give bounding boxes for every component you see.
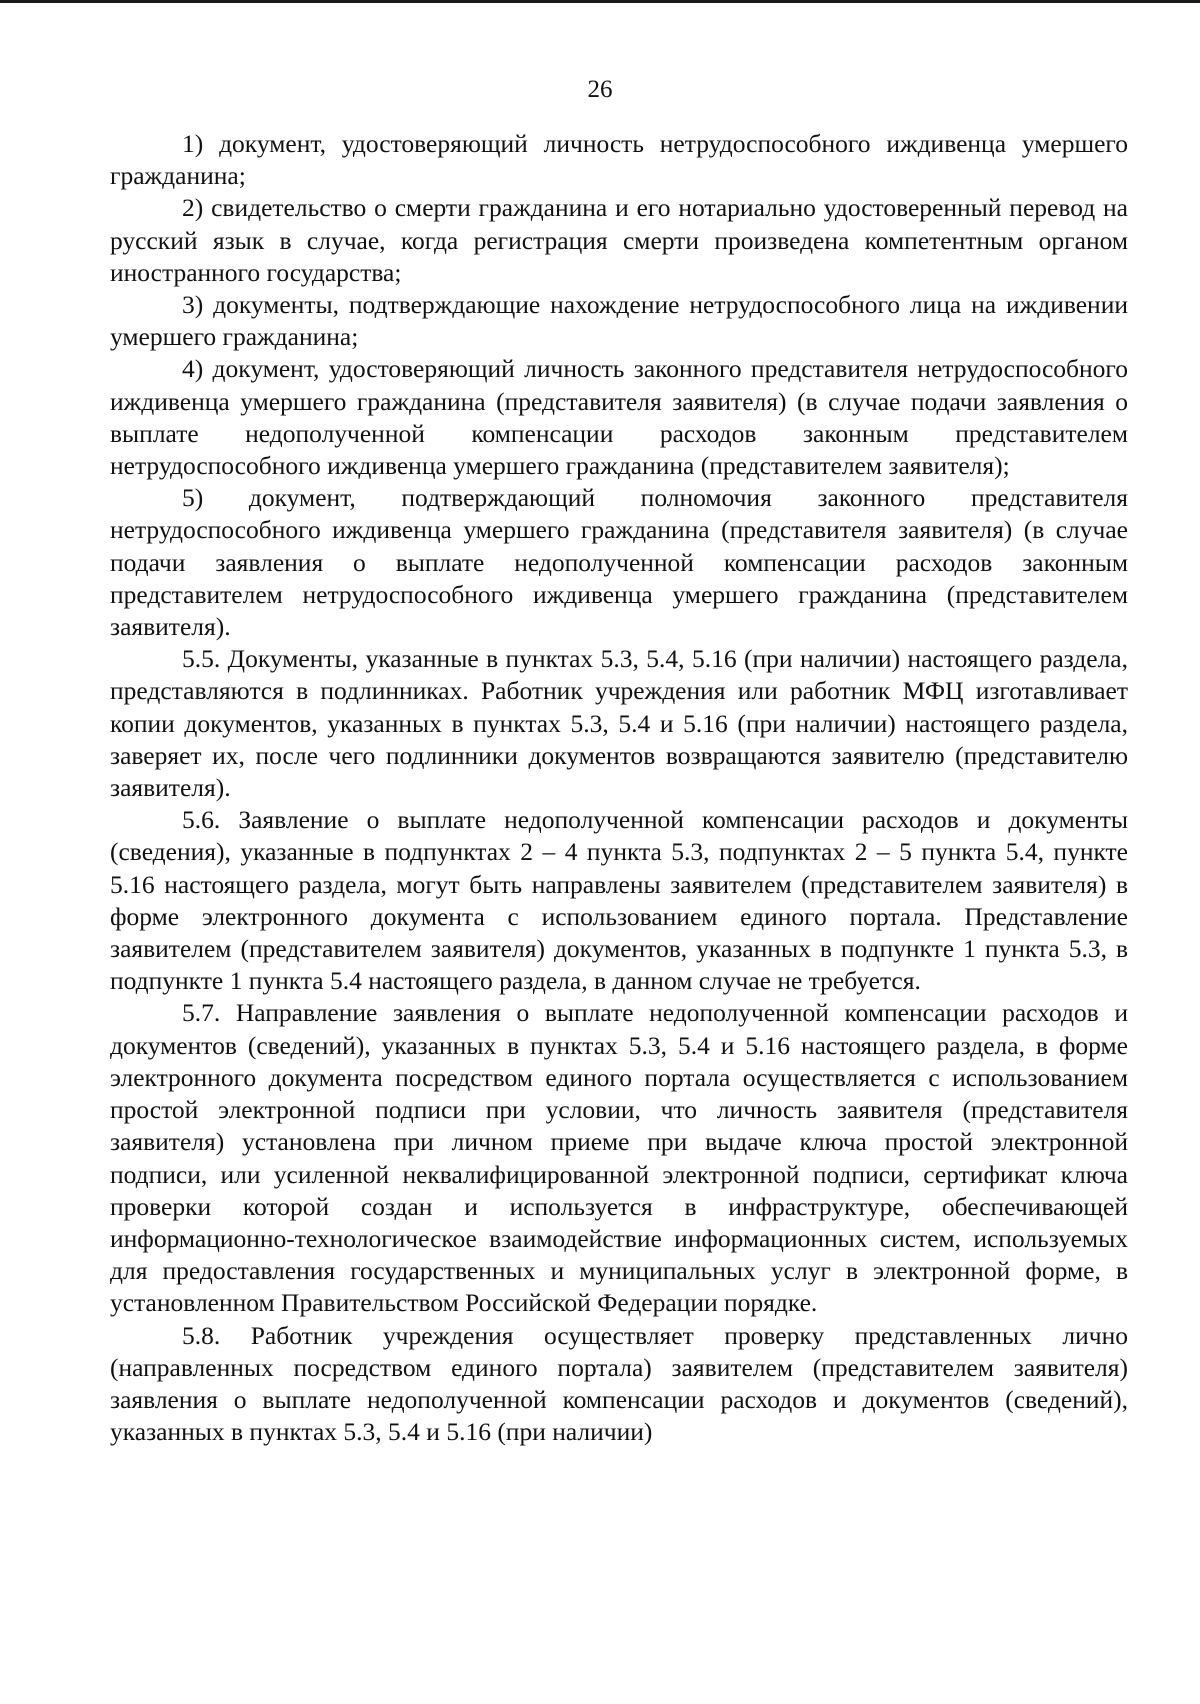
list-item-5: 5) документ, подтверждающий полномочия законного представителя нетрудоспособного иждивенца умершего гражданина (представителя заявителя) (в случае подачи заявления о выплате недополученной компенсации расходов законным представителем нетрудоспособного иждивенца умершего гражданина (представителем заявителя). bbox=[110, 483, 1128, 642]
scan-top-edge bbox=[0, 0, 1200, 3]
list-item-3: 3) документы, подтверждающие нахождение нетрудоспособного лица на иждивении умершего гражданина; bbox=[110, 290, 1128, 352]
list-item-1: 1) документ, удостоверяющий личность нетрудоспособного иждивенца умершего гражданина; bbox=[110, 129, 1128, 191]
list-item-4: 4) документ, удостоверяющий личность законного представителя нетрудоспособного иждивенца умершего гражданина (представителя заявителя) (в случае подачи заявления о выплате недополученной компенсации расходов законным представителем нетрудоспособного иждивенца умершего гражданина (представителем заявителя); bbox=[110, 354, 1128, 481]
list-item-2: 2) свидетельство о смерти гражданина и его нотариально удостоверенный перевод на русский язык в случае, когда регистрация смерти произведена компетентным органом иностранного государства; bbox=[110, 193, 1128, 287]
clause-5-5: 5.5. Документы, указанные в пунктах 5.3, 5.4, 5.16 (при наличии) настоящего раздела, представляются в подлинниках. Работник учреждения или работник МФЦ изготавливает копии документов, указанных в пунктах 5.3, 5.4 и 5.16 (при наличии) настоящего раздела, заверяет их, после чего подлинники документов возвращаются заявителю (представителю заявителя). bbox=[110, 644, 1128, 803]
clause-5-7: 5.7. Направление заявления о выплате недополученной компенсации расходов и документов (сведений), указанных в пунктах 5.3, 5.4 и 5.16 настоящего раздела, в форме электронного документа посредством единого портала осуществляется с использованием простой электронной подписи при условии, что личность заявителя (представителя заявителя) установлена при личном приеме при выдаче ключа простой электронной подписи, или усиленной неквалифицированной электронной подписи, сертификат ключа проверки которой создан и используется в инфраструктуре, обеспечивающей информационно-технологическое взаимодействие информационных систем, используемых для предоставления государственных и муниципальных услуг в электронной форме, в установленном Правительством Российской Федерации порядке. bbox=[110, 998, 1128, 1318]
page-number: 26 bbox=[587, 76, 613, 103]
document-body bbox=[110, 128, 1128, 1448]
clause-5-6: 5.6. Заявление о выплате недополученной компенсации расходов и документы (сведения), указанные в подпунктах 2 – 4 пункта 5.3, подпунктах 2 – 5 пункта 5.4, пункте 5.16 настоящего раздела, могут быть направлены заявителем (представителем заявителя) в форме электронного документа с использованием единого портала. Представление заявителем (представителем заявителя) документов, указанных в подпункте 1 пункта 5.3, в подпункте 1 пункта 5.4 настоящего раздела, в данном случае не требуется. bbox=[110, 805, 1128, 996]
clause-5-8: 5.8. Работник учреждения осуществляет проверку представленных лично (направленных посредством единого портала) заявителем (представителем заявителя) заявления о выплате недополученной компенсации расходов и документов (сведений), указанных в пунктах 5.3, 5.4 и 5.16 (при наличии) bbox=[110, 1320, 1128, 1447]
